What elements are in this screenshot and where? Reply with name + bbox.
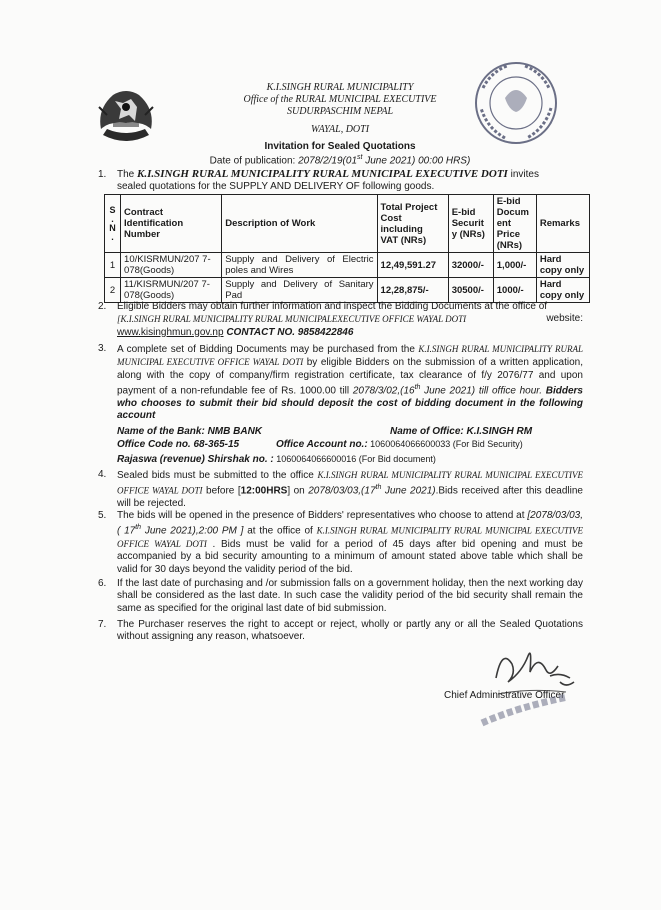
item-3-text: A complete set of Bidding Documents may be purchased from the K.I.SINGH RURAL MUNICIPALITY RURAL MUNICIPAL EXECUTIVE OFFICE WAYAL DOTI by eligible Bidders on the submission of a written application, along with the copy of company/firm registration certificate, tax clearance of f/y 2076/77 and upon payment of a non-refundable fee of Rs. 1000.00 till 2078/3/02,(16th June 2021) till office hour. Bidders who chooses to submit their bid should deposit the cost of bidding document in the following account bbox=[117, 344, 584, 421]
col-header-doc-price: E-bid Docum ent Price (NRs) bbox=[493, 195, 536, 253]
cell-security: 32000/- bbox=[448, 253, 493, 278]
cell-remarks: Hard copy only bbox=[536, 253, 589, 278]
item-4-text: Sealed bids must be submitted to the office K.I.SINGH RURAL MUNICIPALITY RURAL MUNICIPAL EXECUTIVE OFFICE WAYAL DOTI before [12:00HRS] on 2078/03/03,(17th June 2021).Bids received after this deadline will be rejected. bbox=[117, 470, 583, 509]
table-row bbox=[105, 278, 590, 303]
item-number: 5. bbox=[98, 510, 107, 521]
website-link[interactable]: www.kisinghmun.gov.np bbox=[117, 326, 224, 338]
cell-total-cost: 12,28,875/- bbox=[377, 278, 448, 303]
office-seal-stamp-icon bbox=[478, 693, 572, 727]
col-header-security: E-bid Securit y (NRs) bbox=[448, 195, 493, 253]
item-number: 3. bbox=[98, 343, 107, 354]
cell-doc-price: 1000/- bbox=[493, 278, 536, 303]
page-title: Invitation for Sealed Quotations bbox=[264, 141, 416, 152]
item-number: 1. bbox=[98, 169, 107, 180]
item-number: 2. bbox=[98, 301, 107, 312]
cell-remarks: Hard copy only bbox=[536, 278, 589, 303]
item-1-text: The K.I.SINGH RURAL MUNICIPALITY RURAL MUNICIPAL EXECUTIVE DOTI invites sealed quotations for the SUPPLY AND DELIVERY OF following goods. bbox=[117, 168, 539, 193]
item-number: 4. bbox=[98, 469, 107, 480]
col-header-description: Description of Work bbox=[222, 195, 377, 253]
cell-contract-id: 11/KISRMUN/207 7-078(Goods) bbox=[121, 278, 222, 303]
quotation-table bbox=[104, 194, 590, 303]
office-name: Name of Office: K.I.SINGH RM bbox=[390, 426, 533, 437]
item-2-text: Eligible Bidders may obtain further information and inspect the Bidding Documents at the office of [K.I.SINGH RURAL MUNICIPALITY RURAL MUNICIPALEXECUTIVE OFFICE WAYAL DOTI website: www.kisinghmun.gov.np CONTACT NO. 9858422846 bbox=[117, 301, 583, 338]
item-6-text: If the last date of purchasing and /or submission falls on a government holiday, then the next working day shall be considered as the last date. In such case the validity period of the bid security shall remain the same as specified for the original last date of bid submission. bbox=[117, 578, 583, 614]
col-header-sn: S . N . bbox=[105, 195, 121, 253]
item-number: 6. bbox=[98, 578, 107, 589]
item-7-text: The Purchaser reserves the right to accept or reject, wholly or partly any or all the Sealed Quotations without assigning any reason, whatsoever. bbox=[117, 619, 583, 643]
nepal-emblem-icon bbox=[93, 85, 159, 147]
header-location: WAYAL, DOTI bbox=[310, 124, 370, 135]
header-province: SUDURPASCHIM NEPAL bbox=[286, 106, 394, 117]
cell-description: Supply and Delivery of Electric poles and Wires bbox=[222, 253, 377, 278]
office-code: Office Code no. 68-365-15 bbox=[117, 439, 240, 450]
rajaswa-account: Rajaswa (revenue) Shirshak no. : 1060064066600016 (For Bid document) bbox=[117, 454, 436, 465]
bank-name: Name of the Bank: NMB BANK bbox=[117, 426, 263, 437]
cell-sn: 1 bbox=[105, 253, 121, 278]
col-header-total-cost: Total Project Cost including VAT (NRs) bbox=[377, 195, 448, 253]
cell-total-cost: 12,49,591.27 bbox=[377, 253, 448, 278]
cell-description: Supply and Delivery of Sanitary Pad bbox=[222, 278, 377, 303]
col-header-remarks: Remarks bbox=[536, 195, 589, 253]
table-row bbox=[105, 253, 590, 278]
office-account: Office Account no.: 1060064066600033 (For Bid Security) bbox=[276, 439, 523, 450]
item-5-text: The bids will be opened in the presence of Bidders' representatives who choose to attend at [2078/03/03,( 17th June 2021),2:00 PM ] at the office of K.I.SINGH RURAL MUNICIPALITY RURAL MUNICIPAL EXECUTIVE OFFICE WAYAL DOTI . Bids must be valid for a period of 45 days after bid opening and must be accompanied by a bid security amounting to a minimum of amount stated above table which shall be valid for 30 days beyond the validity period of the bid. bbox=[117, 510, 583, 575]
header-office: Office of the RURAL MUNICIPAL EXECUTIVE bbox=[243, 94, 437, 105]
col-header-contract-id: Contract Identification Number bbox=[121, 195, 222, 253]
header-municipality: K.I.SINGH RURAL MUNICIPALITY bbox=[266, 82, 414, 93]
table-header-row bbox=[105, 195, 590, 253]
signatory-title: Chief Administrative Officer bbox=[444, 690, 565, 701]
cell-doc-price: 1,000/- bbox=[493, 253, 536, 278]
cell-security: 30500/- bbox=[448, 278, 493, 303]
publication-date: Date of publication: 2078/2/19(01st June 2021) 00:00 HRS) bbox=[209, 154, 471, 167]
item-number: 7. bbox=[98, 619, 107, 630]
cell-sn: 2 bbox=[105, 278, 121, 303]
cell-contract-id: 10/KISRMUN/207 7-078(Goods) bbox=[121, 253, 222, 278]
